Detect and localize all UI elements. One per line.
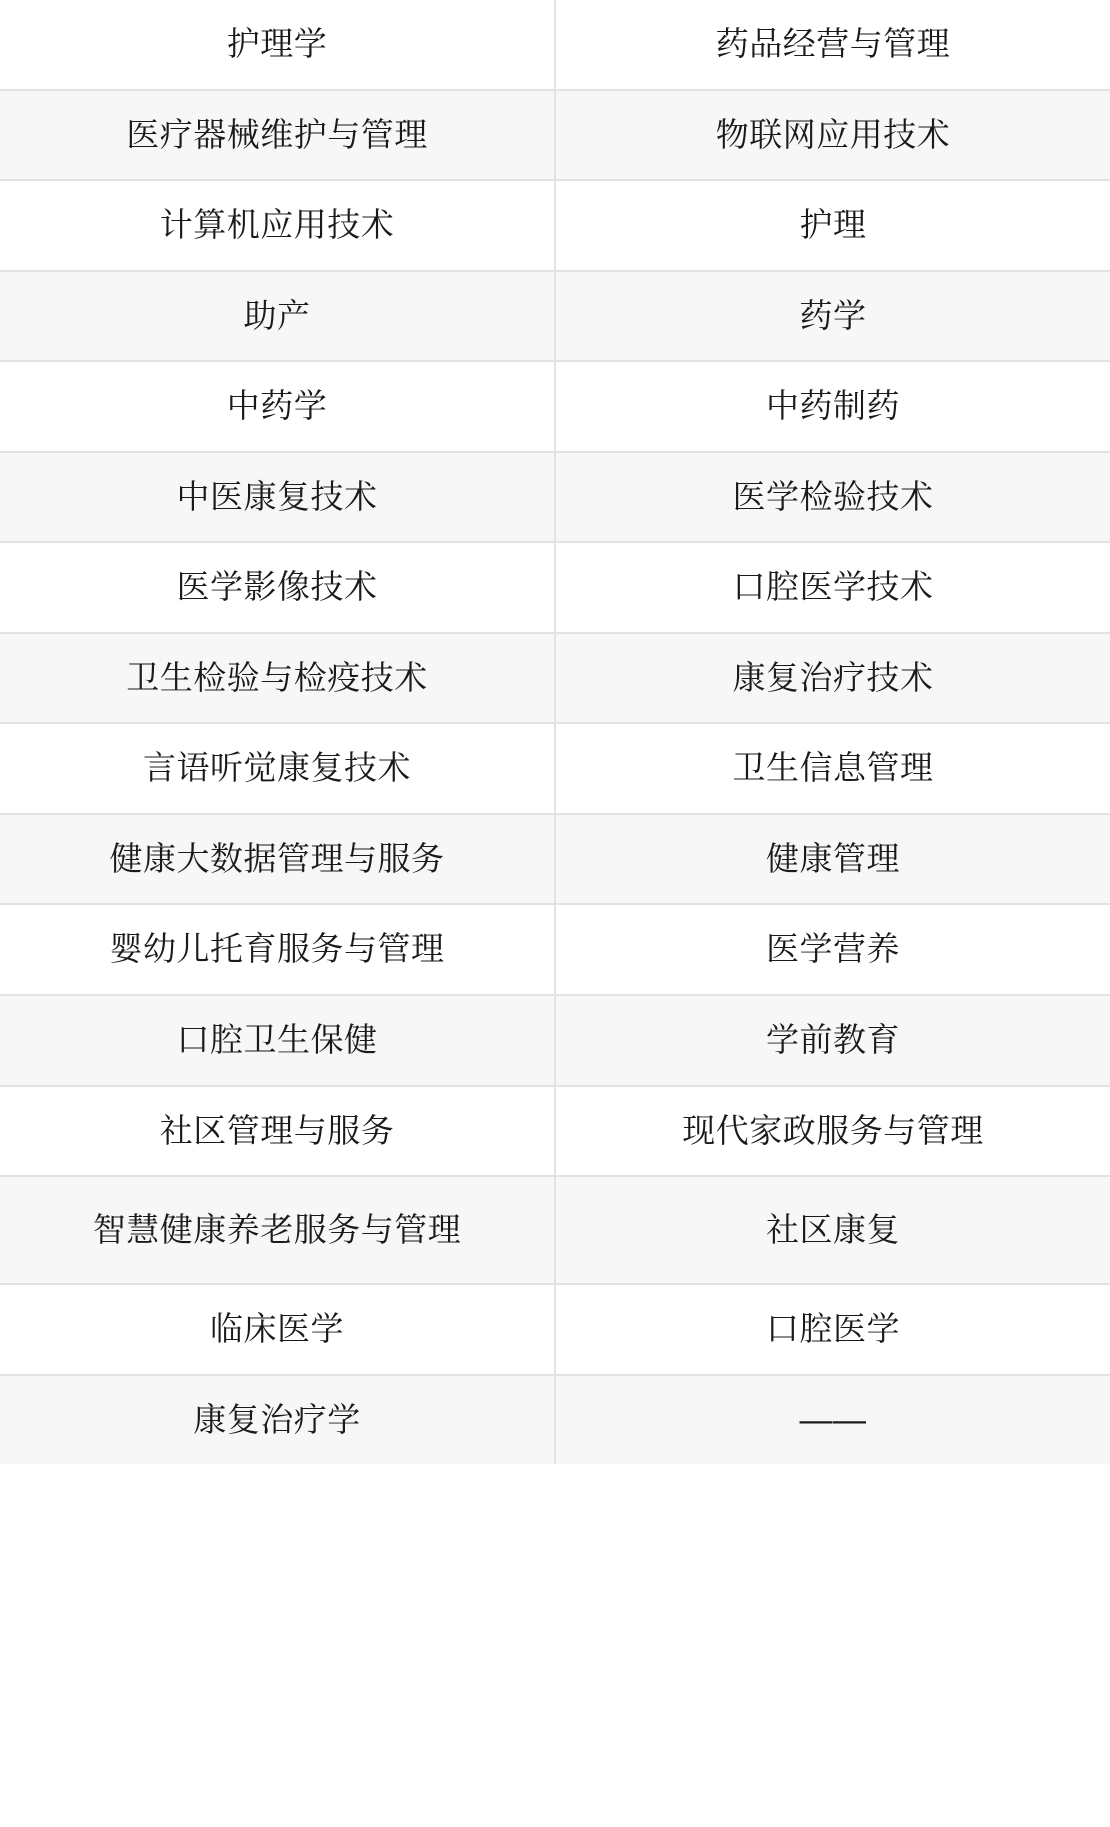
table-cell-major-left: 言语听觉康复技术 (0, 723, 555, 814)
table-cell-major-right: 物联网应用技术 (555, 90, 1110, 181)
table-cell-major-right: 护理 (555, 180, 1110, 271)
table-row (0, 1284, 1110, 1375)
table-cell-major-left: 医学影像技术 (0, 542, 555, 633)
table-row (0, 542, 1110, 633)
table-cell-major-left: 婴幼儿托育服务与管理 (0, 904, 555, 995)
table-row (0, 723, 1110, 814)
table-cell-major-right: 社区康复 (555, 1176, 1110, 1284)
table-row (0, 452, 1110, 543)
table-cell-major-left: 临床医学 (0, 1284, 555, 1375)
table-row (0, 633, 1110, 724)
table-row (0, 180, 1110, 271)
table-cell-major-right: 卫生信息管理 (555, 723, 1110, 814)
table-cell-major-right: —— (555, 1375, 1110, 1465)
table-row (0, 904, 1110, 995)
table-cell-major-left: 中药学 (0, 361, 555, 452)
table-row (0, 1176, 1110, 1284)
table-cell-major-right: 学前教育 (555, 995, 1110, 1086)
table-cell-major-left: 卫生检验与检疫技术 (0, 633, 555, 724)
table-row (0, 1086, 1110, 1177)
table-cell-major-left: 智慧健康养老服务与管理 (0, 1176, 555, 1284)
table-row (0, 361, 1110, 452)
table-cell-major-right: 健康管理 (555, 814, 1110, 905)
table-cell-major-left: 医疗器械维护与管理 (0, 90, 555, 181)
table-cell-major-left: 护理学 (0, 0, 555, 90)
table-cell-major-right: 中药制药 (555, 361, 1110, 452)
table-row (0, 995, 1110, 1086)
table-cell-major-right: 康复治疗技术 (555, 633, 1110, 724)
table-row (0, 1375, 1110, 1465)
table-row (0, 90, 1110, 181)
table-row (0, 814, 1110, 905)
table-cell-major-right: 药学 (555, 271, 1110, 362)
table-cell-major-right: 口腔医学技术 (555, 542, 1110, 633)
table-row (0, 271, 1110, 362)
table-cell-major-left: 健康大数据管理与服务 (0, 814, 555, 905)
table-cell-major-right: 现代家政服务与管理 (555, 1086, 1110, 1177)
table-cell-major-right: 药品经营与管理 (555, 0, 1110, 90)
table-cell-major-left: 口腔卫生保健 (0, 995, 555, 1086)
table-cell-major-right: 医学营养 (555, 904, 1110, 995)
table-cell-major-left: 计算机应用技术 (0, 180, 555, 271)
table-cell-major-left: 康复治疗学 (0, 1375, 555, 1465)
table-cell-major-left: 助产 (0, 271, 555, 362)
table-cell-major-left: 社区管理与服务 (0, 1086, 555, 1177)
table-row (0, 0, 1110, 90)
table-cell-major-left: 中医康复技术 (0, 452, 555, 543)
table-cell-major-right: 医学检验技术 (555, 452, 1110, 543)
table-cell-major-right: 口腔医学 (555, 1284, 1110, 1375)
